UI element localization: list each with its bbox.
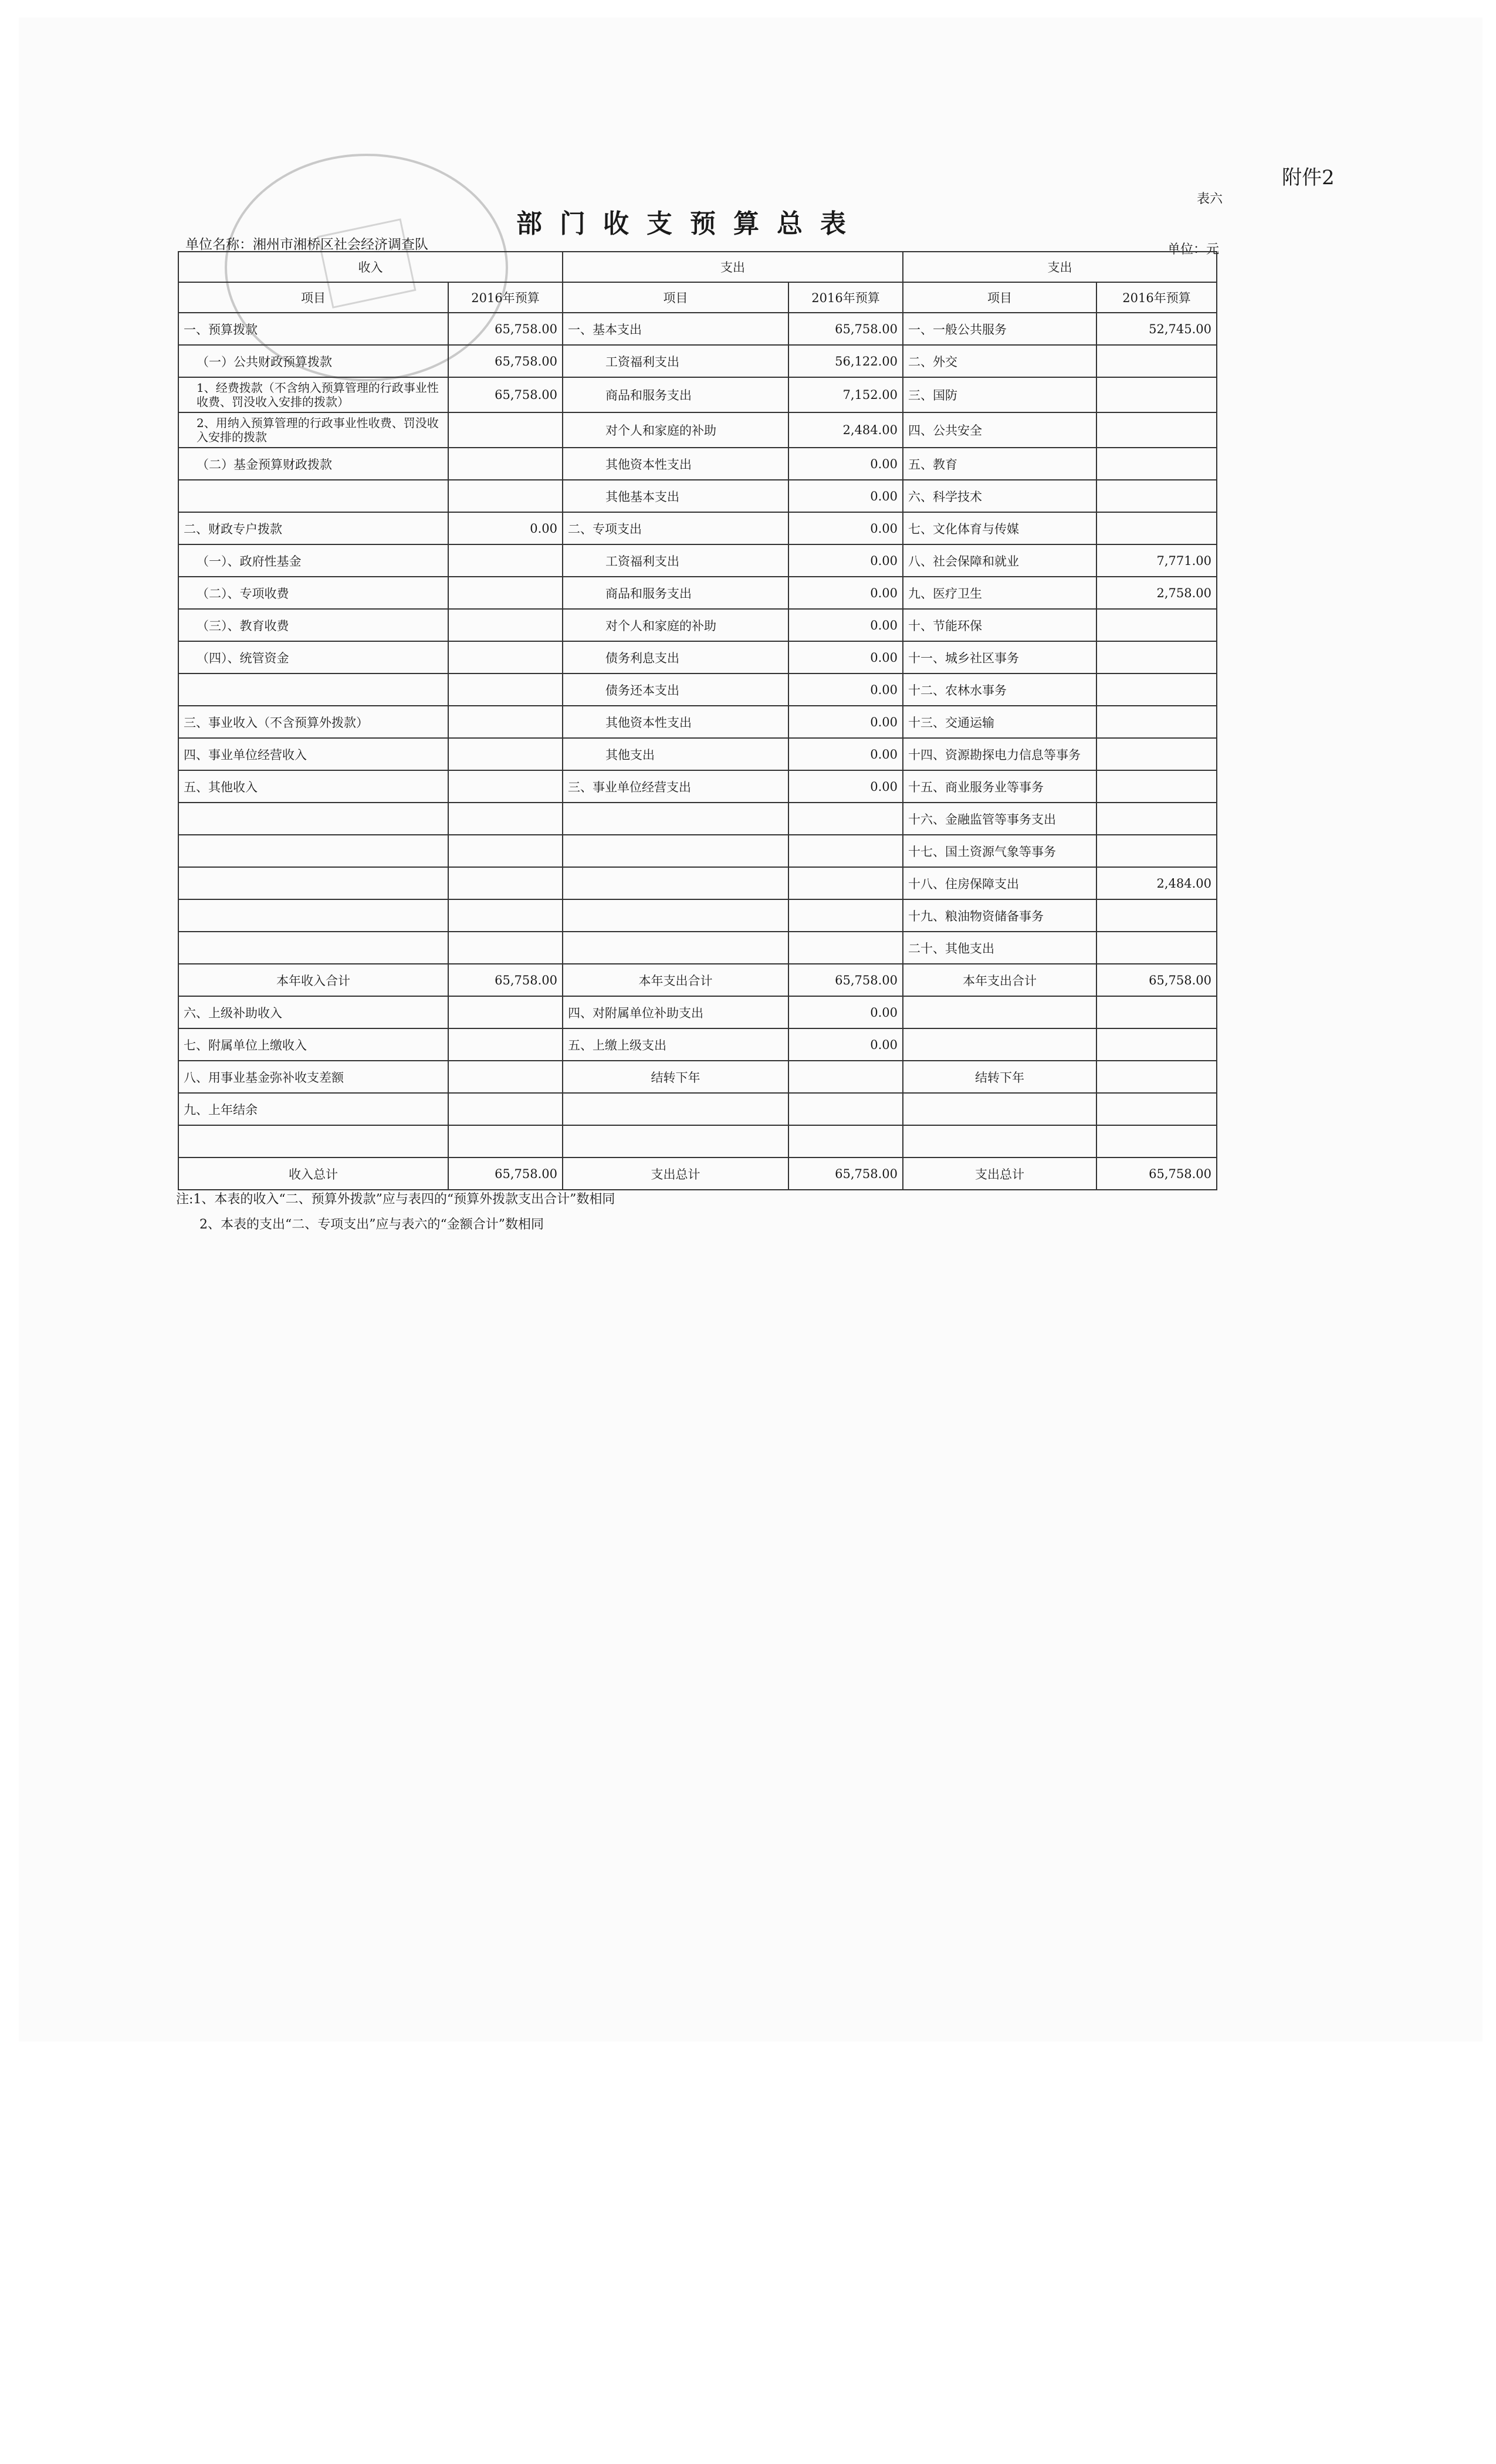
function-budget-cell [1096, 641, 1217, 673]
function-budget-cell [1096, 480, 1217, 512]
table-row [178, 577, 1217, 609]
income-budget-cell: 65,758.00 [448, 377, 563, 412]
income-budget-cell [448, 706, 563, 738]
income-item-cell: 一、预算拨款 [178, 313, 448, 345]
income-item-cell: 本年收入合计 [178, 964, 448, 996]
function-item-header: 项目 [903, 282, 1096, 313]
expense-item-cell [563, 932, 788, 964]
income-budget-cell [448, 641, 563, 673]
header-row-groups [178, 252, 1217, 282]
function-item-cell: 三、国防 [903, 377, 1096, 412]
expense-budget-cell: 2,484.00 [788, 412, 903, 448]
income-item-cell: 五、其他收入 [178, 770, 448, 803]
income-item-cell: （一）公共财政预算拨款 [178, 345, 448, 377]
function-budget-cell [1096, 673, 1217, 706]
function-item-cell [903, 1093, 1096, 1125]
table-row [178, 673, 1217, 706]
expense-budget-cell: 0.00 [788, 706, 903, 738]
income-group-header: 收入 [178, 252, 563, 282]
income-item-header: 项目 [178, 282, 448, 313]
expense-budget-cell [788, 899, 903, 932]
income-item-cell: 七、附属单位上缴收入 [178, 1028, 448, 1061]
footnote-1: 注:1、本表的收入“二、预算外拨款”应与表四的“预算外拨款支出合计”数相同 [176, 1192, 615, 1207]
income-item-cell [178, 1125, 448, 1157]
table-row [178, 1061, 1217, 1093]
expense-item-cell [563, 1093, 788, 1125]
expense-budget-cell: 0.00 [788, 770, 903, 803]
function-item-cell: 十八、住房保障支出 [903, 867, 1096, 899]
income-budget-cell [448, 803, 563, 835]
function-item-cell: 支出总计 [903, 1157, 1096, 1190]
income-item-cell: （三）、教育收费 [178, 609, 448, 641]
expense-budget-cell [788, 867, 903, 899]
table-row [178, 932, 1217, 964]
function-item-cell: 十六、金融监管等事务支出 [903, 803, 1096, 835]
income-item-cell: 2、用纳入预算管理的行政事业性收费、罚没收入安排的拨款 [178, 412, 448, 448]
function-budget-cell [1096, 377, 1217, 412]
income-item-cell: 八、用事业基金弥补收支差额 [178, 1061, 448, 1093]
table-row [178, 803, 1217, 835]
expense-item-cell: 债务利息支出 [563, 641, 788, 673]
function-budget-cell [1096, 770, 1217, 803]
expense-budget-cell: 65,758.00 [788, 313, 903, 345]
function-item-cell [903, 996, 1096, 1028]
table-row [178, 448, 1217, 480]
expense-item-cell: 其他资本性支出 [563, 448, 788, 480]
income-budget-cell [448, 770, 563, 803]
income-item-cell: 收入总计 [178, 1157, 448, 1190]
expense-item-cell: 本年支出合计 [563, 964, 788, 996]
table-row [178, 345, 1217, 377]
expense-budget-cell: 56,122.00 [788, 345, 903, 377]
income-budget-cell [448, 996, 563, 1028]
expense-budget-cell: 7,152.00 [788, 377, 903, 412]
function-item-cell: 一、一般公共服务 [903, 313, 1096, 345]
income-item-cell [178, 673, 448, 706]
table-row [178, 1157, 1217, 1190]
table-row [178, 899, 1217, 932]
income-item-cell: （一）、政府性基金 [178, 544, 448, 577]
income-item-cell [178, 835, 448, 867]
income-budget-cell [448, 932, 563, 964]
function-item-cell: 七、文化体育与传媒 [903, 512, 1096, 544]
function-budget-cell [1096, 899, 1217, 932]
expense-budget-cell [788, 1125, 903, 1157]
function-item-cell: 二、外交 [903, 345, 1096, 377]
income-budget-cell [448, 448, 563, 480]
function-budget-cell [1096, 1093, 1217, 1125]
function-budget-cell: 65,758.00 [1096, 1157, 1217, 1190]
function-budget-cell [1096, 345, 1217, 377]
income-budget-cell [448, 899, 563, 932]
function-item-cell: 十、节能环保 [903, 609, 1096, 641]
function-budget-cell [1096, 803, 1217, 835]
expense-item-cell [563, 803, 788, 835]
income-budget-cell [448, 1125, 563, 1157]
income-item-cell: 六、上级补助收入 [178, 996, 448, 1028]
expense-budget-cell: 0.00 [788, 673, 903, 706]
income-item-cell: 四、事业单位经营收入 [178, 738, 448, 770]
expense-budget-cell [788, 932, 903, 964]
function-budget-cell [1096, 1125, 1217, 1157]
function-item-cell: 十九、粮油物资储备事务 [903, 899, 1096, 932]
table-row [178, 996, 1217, 1028]
expense-budget-cell: 0.00 [788, 641, 903, 673]
function-item-cell [903, 1028, 1096, 1061]
table-row [178, 313, 1217, 345]
function-budget-cell: 52,745.00 [1096, 313, 1217, 345]
function-item-cell: 十四、资源勘探电力信息等事务 [903, 738, 1096, 770]
expense-item-cell: 三、事业单位经营支出 [563, 770, 788, 803]
income-item-cell [178, 480, 448, 512]
expense-item-cell: 二、专项支出 [563, 512, 788, 544]
table-row [178, 609, 1217, 641]
income-item-cell: （二）、专项收费 [178, 577, 448, 609]
income-budget-cell [448, 1028, 563, 1061]
table-row [178, 641, 1217, 673]
function-item-cell: 十五、商业服务业等事务 [903, 770, 1096, 803]
function-budget-cell [1096, 835, 1217, 867]
income-item-cell: 1、经费拨款（不含纳入预算管理的行政事业性收费、罚没收入安排的拨款） [178, 377, 448, 412]
expense-item-cell: 其他基本支出 [563, 480, 788, 512]
table-row [178, 480, 1217, 512]
income-budget-cell [448, 835, 563, 867]
function-budget-cell [1096, 738, 1217, 770]
expense-budget-cell: 65,758.00 [788, 1157, 903, 1190]
table-number: 表六 [1197, 192, 1223, 207]
income-budget-header: 2016年预算 [448, 282, 563, 313]
expense-item-cell: 债务还本支出 [563, 673, 788, 706]
table-row [178, 835, 1217, 867]
expense-item-cell: 一、基本支出 [563, 313, 788, 345]
income-item-cell [178, 899, 448, 932]
expense-item-cell: 对个人和家庭的补助 [563, 609, 788, 641]
income-budget-cell [448, 544, 563, 577]
expense-budget-cell: 0.00 [788, 996, 903, 1028]
income-budget-cell [448, 577, 563, 609]
expense-item-cell: 工资福利支出 [563, 544, 788, 577]
income-budget-cell: 65,758.00 [448, 313, 563, 345]
header-row-columns [178, 282, 1217, 313]
function-item-cell: 六、科学技术 [903, 480, 1096, 512]
expense-function-group-header: 支出 [903, 252, 1217, 282]
expense-item-cell [563, 867, 788, 899]
function-budget-cell [1096, 1028, 1217, 1061]
function-budget-cell [1096, 512, 1217, 544]
income-item-cell: 三、事业收入（不含预算外拨款） [178, 706, 448, 738]
function-budget-cell: 2,758.00 [1096, 577, 1217, 609]
function-item-cell: 四、公共安全 [903, 412, 1096, 448]
income-item-cell [178, 867, 448, 899]
function-item-cell: 十二、农林水事务 [903, 673, 1096, 706]
function-budget-cell: 7,771.00 [1096, 544, 1217, 577]
income-budget-cell [448, 673, 563, 706]
attachment-label: 附件2 [1282, 166, 1335, 189]
expense-item-cell [563, 1125, 788, 1157]
function-item-cell: 八、社会保障和就业 [903, 544, 1096, 577]
expense-budget-header: 2016年预算 [788, 282, 903, 313]
income-budget-cell [448, 1061, 563, 1093]
income-budget-cell: 0.00 [448, 512, 563, 544]
expense-item-cell: 其他资本性支出 [563, 706, 788, 738]
income-item-cell: （四）、统管资金 [178, 641, 448, 673]
function-budget-cell: 65,758.00 [1096, 964, 1217, 996]
table-row [178, 1028, 1217, 1061]
table-row [178, 512, 1217, 544]
function-budget-cell [1096, 932, 1217, 964]
function-budget-cell [1096, 609, 1217, 641]
function-budget-header: 2016年预算 [1096, 282, 1217, 313]
function-budget-cell: 2,484.00 [1096, 867, 1217, 899]
function-item-cell: 二十、其他支出 [903, 932, 1096, 964]
unit-name: 单位名称：湘州市湘桥区社会经济调查队 [185, 237, 428, 252]
expense-item-cell: 商品和服务支出 [563, 577, 788, 609]
expense-budget-cell: 0.00 [788, 480, 903, 512]
function-item-cell: 九、医疗卫生 [903, 577, 1096, 609]
income-item-cell: （二）基金预算财政拨款 [178, 448, 448, 480]
table-row [178, 738, 1217, 770]
income-budget-cell: 65,758.00 [448, 964, 563, 996]
expense-item-cell: 其他支出 [563, 738, 788, 770]
table-row [178, 1093, 1217, 1125]
expense-item-header: 项目 [563, 282, 788, 313]
expense-item-cell: 五、上缴上级支出 [563, 1028, 788, 1061]
income-budget-cell [448, 412, 563, 448]
income-budget-cell [448, 867, 563, 899]
income-budget-cell [448, 1093, 563, 1125]
table-row [178, 544, 1217, 577]
income-budget-cell: 65,758.00 [448, 345, 563, 377]
function-budget-cell [1096, 412, 1217, 448]
function-item-cell: 十一、城乡社区事务 [903, 641, 1096, 673]
income-item-cell: 二、财政专户拨款 [178, 512, 448, 544]
function-item-cell: 结转下年 [903, 1061, 1096, 1093]
expense-item-cell [563, 835, 788, 867]
function-item-cell [903, 1125, 1096, 1157]
table-row [178, 412, 1217, 448]
function-budget-cell [1096, 448, 1217, 480]
income-item-cell: 九、上年结余 [178, 1093, 448, 1125]
expense-budget-cell [788, 835, 903, 867]
table-row [178, 1125, 1217, 1157]
function-budget-cell [1096, 1061, 1217, 1093]
expense-budget-cell: 0.00 [788, 512, 903, 544]
income-budget-cell [448, 738, 563, 770]
expense-budget-cell: 0.00 [788, 577, 903, 609]
function-item-cell: 本年支出合计 [903, 964, 1096, 996]
expense-budget-cell: 0.00 [788, 1028, 903, 1061]
expense-item-cell: 对个人和家庭的补助 [563, 412, 788, 448]
expense-item-cell: 工资福利支出 [563, 345, 788, 377]
table-row [178, 867, 1217, 899]
expense-group-header: 支出 [563, 252, 903, 282]
table-row [178, 706, 1217, 738]
income-item-cell [178, 932, 448, 964]
function-budget-cell [1096, 996, 1217, 1028]
function-item-cell: 十三、交通运输 [903, 706, 1096, 738]
function-budget-cell [1096, 706, 1217, 738]
table-row [178, 377, 1217, 412]
expense-item-cell: 商品和服务支出 [563, 377, 788, 412]
footnote-2: 2、本表的支出“二、专项支出”应与表六的“金额合计”数相同 [199, 1217, 544, 1232]
expense-budget-cell: 65,758.00 [788, 964, 903, 996]
expense-item-cell: 结转下年 [563, 1061, 788, 1093]
function-item-cell: 五、教育 [903, 448, 1096, 480]
expense-item-cell: 四、对附属单位补助支出 [563, 996, 788, 1028]
table-row [178, 964, 1217, 996]
budget-summary-table [178, 251, 1217, 1190]
expense-budget-cell [788, 1061, 903, 1093]
function-item-cell: 十七、国土资源气象等事务 [903, 835, 1096, 867]
table-row [178, 770, 1217, 803]
income-item-cell [178, 803, 448, 835]
expense-budget-cell [788, 803, 903, 835]
expense-budget-cell: 0.00 [788, 448, 903, 480]
currency-unit: 单位：元 [1167, 242, 1220, 257]
expense-budget-cell: 0.00 [788, 609, 903, 641]
page-title: 部门收支预算总表 [516, 209, 864, 239]
expense-item-cell: 支出总计 [563, 1157, 788, 1190]
expense-budget-cell [788, 1093, 903, 1125]
income-budget-cell: 65,758.00 [448, 1157, 563, 1190]
income-budget-cell [448, 480, 563, 512]
expense-budget-cell: 0.00 [788, 738, 903, 770]
expense-item-cell [563, 899, 788, 932]
expense-budget-cell: 0.00 [788, 544, 903, 577]
income-budget-cell [448, 609, 563, 641]
